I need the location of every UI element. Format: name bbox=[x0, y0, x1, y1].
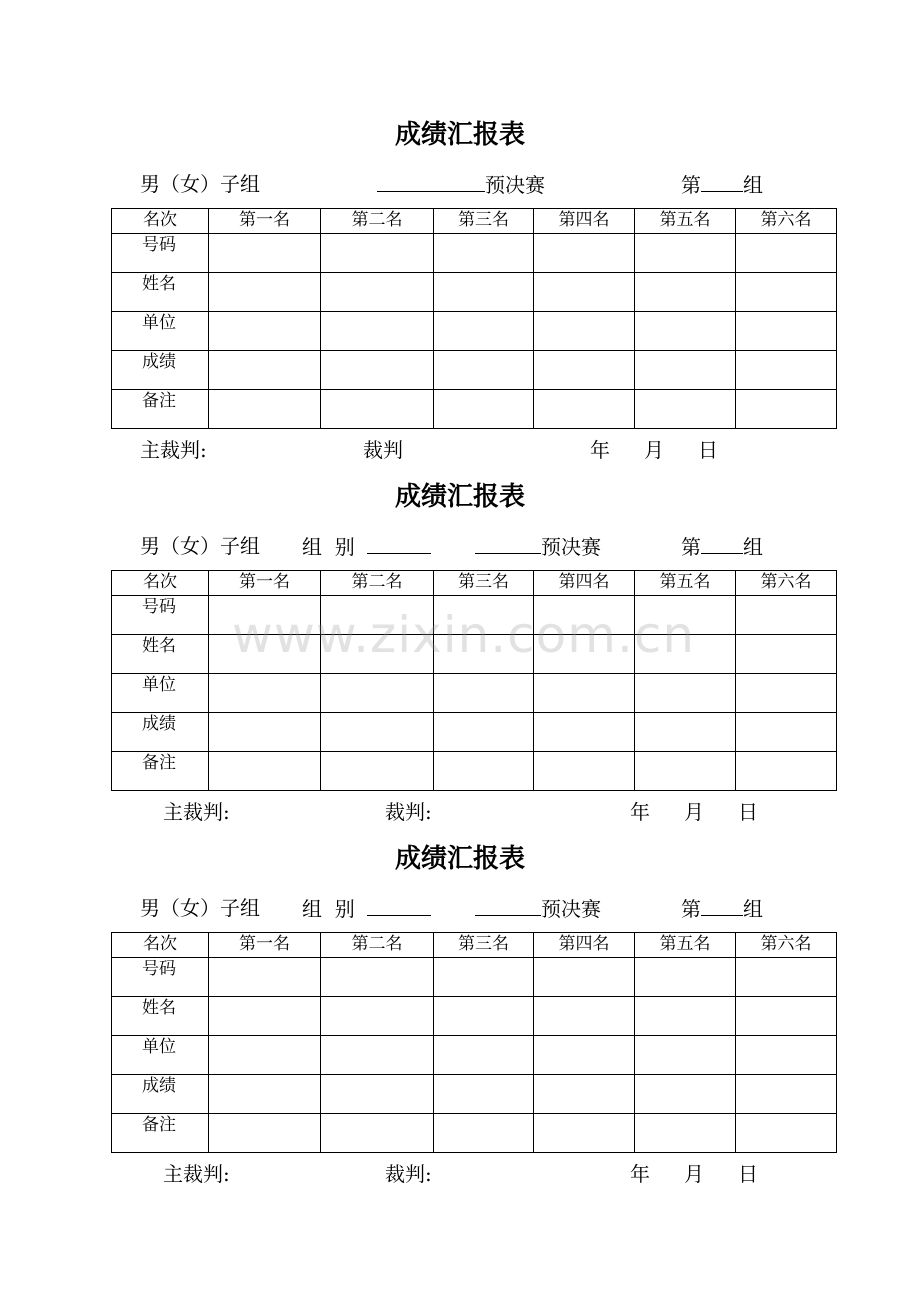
table-row-number: 号码 bbox=[112, 958, 837, 997]
form-2-title: 成绩汇报表 bbox=[394, 482, 525, 512]
form-3-category-label: 组 别 bbox=[302, 897, 355, 921]
form-3-judge: 裁判: bbox=[385, 1162, 432, 1186]
form-2-round-blank[interactable] bbox=[475, 534, 541, 554]
table-row-unit: 单位 bbox=[112, 1036, 837, 1075]
header-second: 第二名 bbox=[321, 571, 434, 596]
form-1-judge: 裁判 bbox=[363, 438, 403, 462]
table-row-name: 姓名 bbox=[112, 635, 837, 674]
header-first: 第一名 bbox=[209, 209, 321, 234]
form-3-month: 月 bbox=[684, 1162, 704, 1186]
form-2-group-no-blank[interactable] bbox=[701, 534, 743, 554]
form-1-year: 年 bbox=[590, 438, 610, 462]
table-header-row bbox=[112, 933, 837, 958]
form-3-group-label: 男（女）子组 bbox=[140, 896, 260, 920]
table-row-remark: 备注 bbox=[112, 390, 837, 429]
header-fifth: 第五名 bbox=[635, 571, 736, 596]
form-2-group-label: 男（女）子组 bbox=[140, 534, 260, 558]
form-1-day: 日 bbox=[698, 438, 718, 462]
form-2-result-table bbox=[111, 570, 837, 791]
form-3-day: 日 bbox=[738, 1162, 758, 1186]
form-2-group-no: 第 组 bbox=[681, 535, 763, 559]
header-first: 第一名 bbox=[209, 933, 321, 958]
form-1-month: 月 bbox=[644, 438, 664, 462]
table-row-unit: 单位 bbox=[112, 312, 837, 351]
header-third: 第三名 bbox=[434, 209, 534, 234]
header-fourth: 第四名 bbox=[534, 571, 635, 596]
form-3-year: 年 bbox=[630, 1162, 650, 1186]
header-rank: 名次 bbox=[112, 933, 209, 958]
table-row-name: 姓名 bbox=[112, 273, 837, 312]
form-3-group-no-blank[interactable] bbox=[701, 896, 743, 916]
form-1-round-field bbox=[377, 172, 545, 197]
header-rank: 名次 bbox=[112, 571, 209, 596]
header-sixth: 第六名 bbox=[736, 571, 837, 596]
header-third: 第三名 bbox=[434, 933, 534, 958]
header-sixth: 第六名 bbox=[736, 209, 837, 234]
form-2-judge: 裁判: bbox=[385, 800, 432, 824]
table-row-remark: 备注 bbox=[112, 1114, 837, 1153]
form-3-result-table bbox=[111, 932, 837, 1153]
header-rank: 名次 bbox=[112, 209, 209, 234]
form-3-round-blank[interactable] bbox=[475, 896, 541, 916]
header-first: 第一名 bbox=[209, 571, 321, 596]
form-3-group-no: 第 组 bbox=[681, 897, 763, 921]
table-header-row bbox=[112, 571, 837, 596]
table-row-number: 号码 bbox=[112, 234, 837, 273]
form-3-round-field bbox=[475, 896, 601, 921]
header-fourth: 第四名 bbox=[534, 209, 635, 234]
header-second: 第二名 bbox=[321, 209, 434, 234]
table-row-remark: 备注 bbox=[112, 752, 837, 791]
form-2-chief-judge: 主裁判: bbox=[163, 800, 230, 824]
form-3-category-field bbox=[302, 896, 431, 921]
form-3-chief-judge: 主裁判: bbox=[163, 1162, 230, 1186]
form-1-result-table bbox=[111, 208, 837, 429]
form-3-round-label: 预决赛 bbox=[541, 897, 601, 921]
form-1-round-blank[interactable] bbox=[377, 172, 485, 192]
form-2-category-blank[interactable] bbox=[367, 534, 431, 554]
form-2-round-label: 预决赛 bbox=[541, 535, 601, 559]
header-fifth: 第五名 bbox=[635, 933, 736, 958]
form-2-month: 月 bbox=[684, 800, 704, 824]
header-third: 第三名 bbox=[434, 571, 534, 596]
form-1-round-label: 预决赛 bbox=[485, 173, 545, 197]
table-row-score: 成绩 bbox=[112, 1075, 837, 1114]
form-1-title: 成绩汇报表 bbox=[394, 120, 525, 150]
table-row-number: 号码 bbox=[112, 596, 837, 635]
form-3-title: 成绩汇报表 bbox=[394, 844, 525, 874]
form-1-group-label: 男（女）子组 bbox=[140, 172, 260, 196]
header-sixth: 第六名 bbox=[736, 933, 837, 958]
form-2-year: 年 bbox=[630, 800, 650, 824]
form-2-category-field bbox=[302, 534, 431, 559]
form-1-group-no: 第 组 bbox=[681, 173, 763, 197]
table-row-score: 成绩 bbox=[112, 713, 837, 752]
watermark: www.zixin.com.cn bbox=[232, 606, 696, 664]
header-fourth: 第四名 bbox=[534, 933, 635, 958]
table-row-unit: 单位 bbox=[112, 674, 837, 713]
form-1-chief-judge: 主裁判: bbox=[140, 438, 207, 462]
header-second: 第二名 bbox=[321, 933, 434, 958]
table-header-row bbox=[112, 209, 837, 234]
form-2-day: 日 bbox=[738, 800, 758, 824]
header-fifth: 第五名 bbox=[635, 209, 736, 234]
form-2-round-field bbox=[475, 534, 601, 559]
form-2-category-label: 组 别 bbox=[302, 535, 355, 559]
table-row-score: 成绩 bbox=[112, 351, 837, 390]
form-3-category-blank[interactable] bbox=[367, 896, 431, 916]
form-1-group-no-blank[interactable] bbox=[701, 172, 743, 192]
table-row-name: 姓名 bbox=[112, 997, 837, 1036]
